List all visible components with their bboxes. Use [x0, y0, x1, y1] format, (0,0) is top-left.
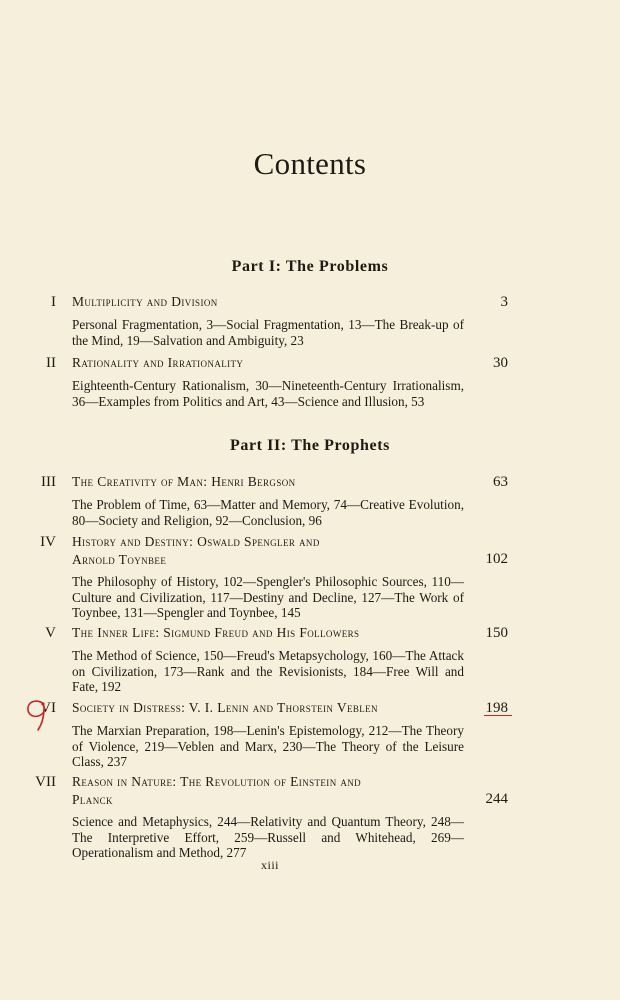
chapter-heading-line: Planck — [72, 792, 113, 807]
chapter-description: The Problem of Time, 63—Matter and Memory, 74—Creative Evolution, 80—Society and Religion, 92—Conclusion, 96 — [72, 497, 464, 528]
chapter-heading-line: History and Destiny: Oswald Spengler and — [72, 534, 320, 549]
chapter-description: The Method of Science, 150—Freud's Metapsychology, 160—The Attack on Civilization, 173—Rank and the Revisionists, 184—Free Will and Fate, 192 — [72, 648, 464, 694]
chapter-description: The Marxian Preparation, 198—Lenin's Epistemology, 212—The Theory of Violence, 219—Veblen and Marx, 230—The Theory of the Leisure Class, 237 — [72, 723, 464, 769]
chapter-description: Personal Fragmentation, 3—Social Fragmentation, 13—The Break-up of the Mind, 19—Salvation and Ambiguity, 23 — [72, 317, 464, 348]
chapter-heading — [72, 624, 472, 642]
chapter-numeral: VII — [35, 774, 56, 790]
chapter-heading — [72, 773, 472, 809]
chapter-heading — [72, 473, 472, 491]
chapter-description: Eighteenth-Century Rationalism, 30—Nineteenth-Century Irrationalism, 36—Examples from Politics and Art, 43—Science and Illusion, 53 — [72, 378, 464, 409]
chapter-page: 102 — [485, 551, 508, 567]
chapter-numeral: II — [46, 355, 56, 371]
chapter-heading-line: Multiplicity and Division — [72, 294, 218, 309]
page-underline-annotation — [484, 715, 512, 716]
chapter-numeral: III — [41, 474, 56, 490]
part-heading-1: Part I: The Problems — [231, 258, 389, 275]
chapter-description: Science and Metaphysics, 244—Relativity and Quantum Theory, 248—The Interpretive Effort, 259—Russell and Whitehead, 269—Operationalism and Method, 277 — [72, 814, 464, 860]
chapter-heading-line: The Inner Life: Sigmund Freud and His Followers — [72, 625, 360, 640]
page-title: Contents — [253, 146, 367, 181]
chapter-page: 63 — [493, 474, 508, 490]
chapter-page: 244 — [485, 791, 508, 807]
handwritten-nine-annotation-icon — [22, 690, 68, 734]
chapter-page: 198 — [485, 700, 508, 716]
chapter-page: 150 — [485, 625, 508, 641]
chapter-page: 3 — [500, 294, 508, 310]
chapter-heading-line: Society in Distress: V. I. Lenin and Thorstein Veblen — [72, 700, 378, 715]
page-footer-numeral: xiii — [260, 858, 279, 872]
chapter-numeral: I — [51, 294, 56, 310]
chapter-heading — [72, 293, 472, 311]
part-heading-2: Part II: The Prophets — [229, 437, 390, 454]
chapter-heading-line: Arnold Toynbee — [72, 552, 167, 567]
chapter-heading-line: Rationality and Irrationality — [72, 355, 244, 370]
chapter-heading — [72, 533, 472, 569]
chapter-page: 30 — [493, 355, 508, 371]
chapter-numeral: V — [45, 625, 56, 641]
chapter-heading-line: The Creativity of Man: Henri Bergson — [72, 474, 296, 489]
chapter-heading — [72, 699, 472, 717]
chapter-heading — [72, 354, 472, 372]
chapter-description: The Philosophy of History, 102—Spengler's Philosophic Sources, 110—Culture and Civilization, 117—Destiny and Decline, 127—The Work of Toynbee, 131—Spengler and Toynbee, 145 — [72, 574, 464, 620]
chapter-numeral: VI — [40, 700, 56, 716]
chapter-heading-line: Reason in Nature: The Revolution of Einstein and — [72, 774, 362, 789]
chapter-numeral: IV — [40, 534, 56, 550]
